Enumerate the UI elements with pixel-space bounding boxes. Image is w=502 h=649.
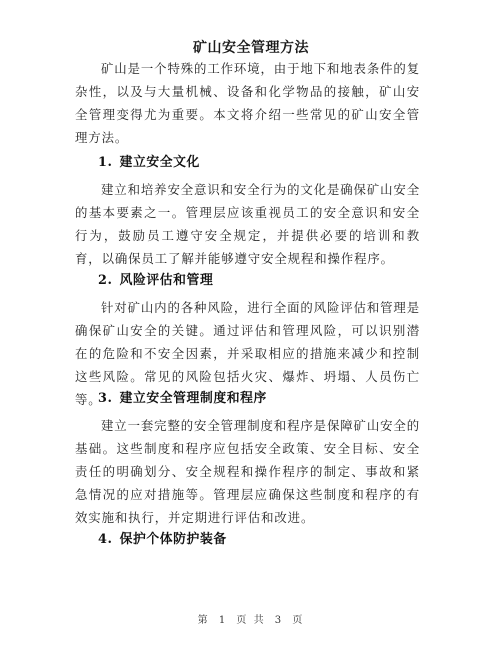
section-title: 风险评估和管理 [119, 273, 214, 288]
section-body-1: 建立和培养安全意识和安全行为的文化是确保矿山安全的基本要素之一。管理层应该重视员工的安全意识和安全行为，鼓励员工遵守安全规定，并提供必要的培训和教育，以确保员工了解并能够遵守安全规程和操作程序。 [75, 182, 420, 266]
intro-paragraph: 矿山是一个特殊的工作环境，由于地下和地表条件的复杂性，以及与大量机械、设备和化学物品的接触，矿山安全管理变得尤为重要。本文将介绍一些常见的矿山安全管理方法。 [75, 61, 420, 145]
section-heading-3 [98, 389, 267, 409]
section-body-2: 针对矿山内的各种风险，进行全面的风险评估和管理是确保矿山安全的关键。通过评估和管理风险，可以识别潜在的危险和不安全因素，并采取相应的措施来减少和控制这些风险。常见的风险包括火灾、爆炸、坍塌、人员伤亡等。 [75, 300, 420, 407]
section-title: 建立安全管理制度和程序 [119, 391, 267, 406]
section-title: 保护个体防护装备 [119, 532, 227, 547]
footer-page-number: 1 [218, 615, 228, 626]
section-body-3: 建立一套完整的安全管理制度和程序是保障矿山安全的基础。这些制度和程序应包括安全政策、安全目标、安全责任的明确划分、安全规程和操作程序的制定、事故和紧急情况的应对措施等。管理层应确保这些制度和程序的有效实施和执行，并定期进行评估和改进。 [75, 418, 420, 525]
footer-total-pages: 3 [274, 615, 284, 626]
footer-suffix: 页 [292, 615, 305, 626]
section-number: 2. [98, 273, 113, 288]
section-heading-2 [98, 271, 213, 291]
section-number: 3. [98, 391, 113, 406]
footer-prefix: 第 [197, 615, 210, 626]
document-title: 矿山安全管理方法 [193, 40, 309, 56]
section-title: 建立安全文化 [119, 155, 200, 170]
section-number: 4. [98, 532, 113, 547]
page-footer [0, 613, 502, 629]
section-heading-4 [98, 530, 227, 550]
section-heading-1 [98, 153, 200, 173]
footer-middle: 页 共 [236, 615, 266, 626]
section-number: 1. [98, 155, 113, 170]
